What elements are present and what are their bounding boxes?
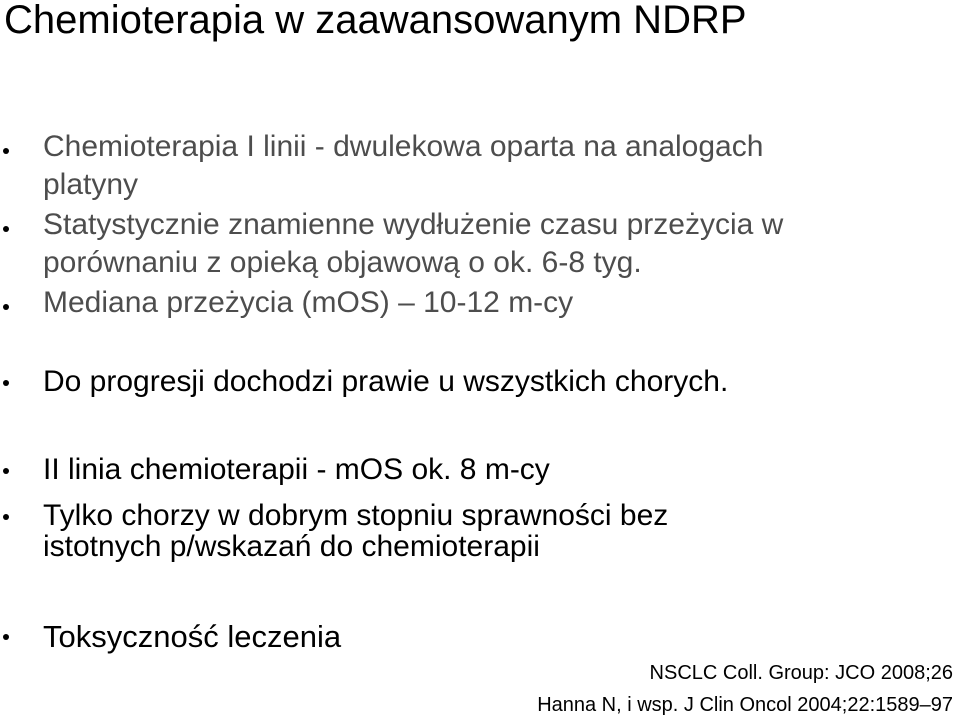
bullet-dot-icon: [3, 380, 9, 386]
bullet-text: [43, 284, 939, 322]
bullet-text: [43, 206, 939, 282]
bullet-dot-icon: [3, 468, 9, 474]
bullet-line: Toksyczność leczenia: [43, 619, 342, 654]
bullet-line: Statystycznie znamienne wydłużenie czasu przeżycia w: [43, 208, 784, 241]
bullet-line: istotnych p/wskazań do chemioterapii: [43, 530, 540, 563]
bullet-line: Tylko chorzy w dobrym stopniu sprawności bez: [43, 499, 669, 532]
bullet-dot-icon: [3, 514, 9, 520]
bullet-line: Do progresji dochodzi prawie u wszystkich chorych.: [43, 365, 729, 398]
bullet-line: Mediana przeżycia (mOS) – 10-12 m-cy: [43, 286, 574, 319]
reference-hanna: Hanna N, i wsp. J Clin Oncol 2004;22:1589–97: [537, 694, 953, 716]
bullet-dot-icon: [3, 226, 9, 232]
bullet-text: [43, 620, 939, 654]
bullet-line: Chemioterapia I linii - dwulekowa oparta na analogach: [43, 130, 764, 163]
bullet-text: [43, 128, 939, 204]
bullet-line: platyny: [43, 168, 139, 201]
bullet-dot-icon: [3, 634, 9, 640]
bullet-line: II linia chemioterapii - mOS ok. 8 m-cy: [43, 453, 550, 486]
bullet-line: porównaniu z opieką objawową o ok. 6-8 tyg.: [43, 246, 642, 279]
bullet-dot-icon: [3, 304, 9, 310]
bullet-text: [43, 366, 939, 397]
bullet-text: [43, 500, 939, 562]
slide-title: Chemioterapia w zaawansowanym NDRP: [4, 0, 747, 42]
bullet-dot-icon: [3, 148, 9, 154]
reference-nsclc: NSCLC Coll. Group: JCO 2008;26: [649, 662, 953, 684]
bullet-text: [43, 454, 939, 485]
